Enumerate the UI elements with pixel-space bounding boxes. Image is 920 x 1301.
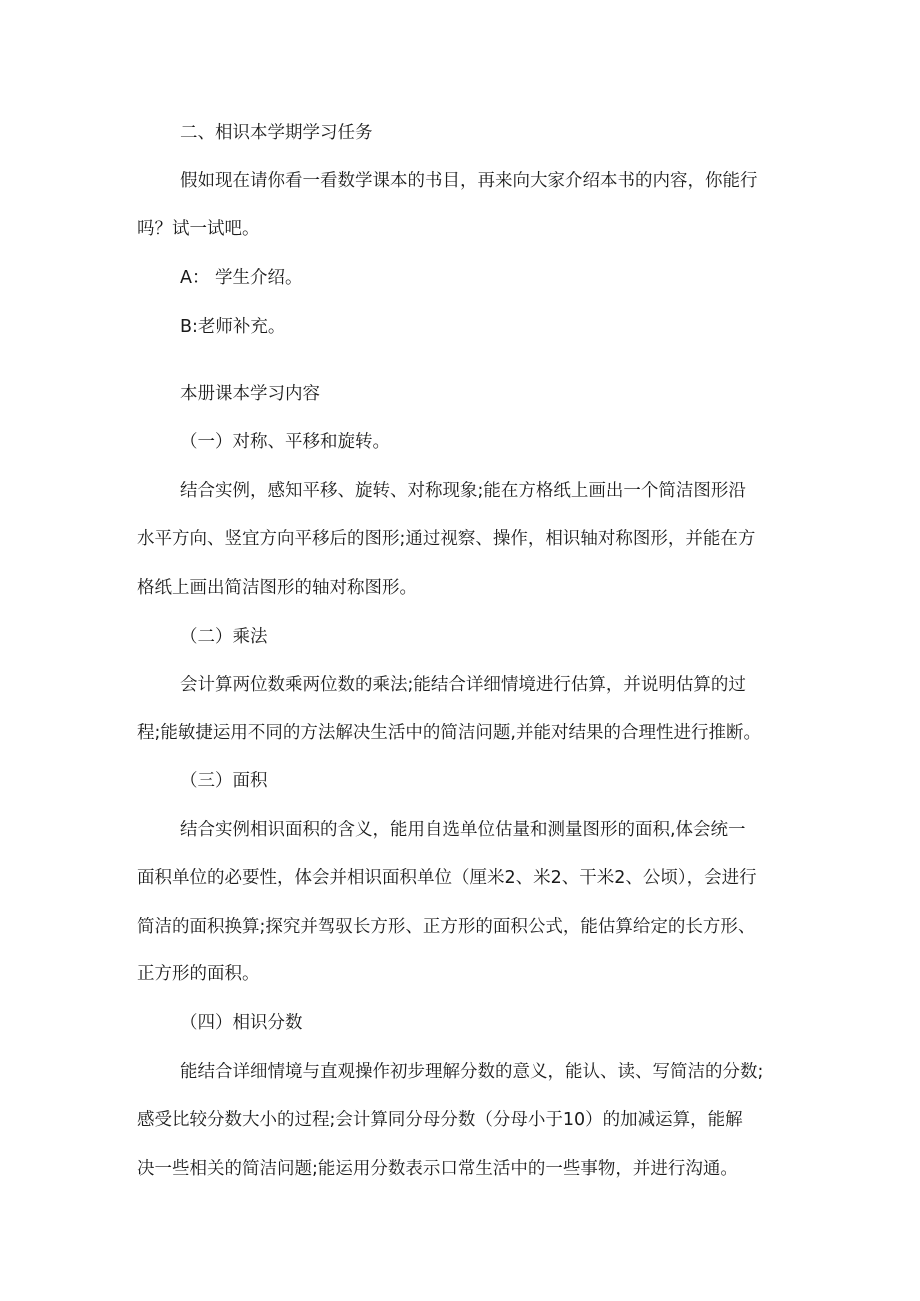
topic-4-line-1: 能结合详细情境与直观操作初步理解分数的意义，能认、读、写简洁的分数;	[180, 1062, 764, 1082]
topic-4-line-3: 决一些相关的简洁问题;能运用分数表示口常生活中的一些事物，并进行沟通。	[137, 1159, 738, 1179]
list-item-b: B:老师补充。	[180, 317, 286, 337]
list-item-a: A： 学生介绍。	[180, 268, 303, 288]
topic-2-line-2: 程;能敏捷运用不同的方法解决生活中的简洁问题,并能对结果的合理性进行推断。	[137, 723, 761, 743]
intro-paragraph-line-1: 假如现在请你看一看数学课本的书目，再来向大家介绍本书的内容，你能行	[180, 171, 758, 191]
topic-4-line-2: 感受比较分数大小的过程;会计算同分母分数（分母小于10）的加减运算，能解	[137, 1110, 743, 1130]
topic-2-title: （二）乘法	[180, 627, 268, 647]
topic-3-line-1: 结合实例相识面积的含义，能用自选单位估量和测量图形的面积,体会统一	[180, 820, 746, 840]
topic-3-line-4: 正方形的面积。	[137, 964, 260, 984]
topic-1-line-2: 水平方向、竖宜方向平移后的图形;通过视察、操作，相识轴对称图形，并能在方	[137, 529, 756, 549]
topic-1-line-1: 结合实例，感知平移、旋转、对称现象;能在方格纸上画出一个简洁图形沿	[180, 481, 746, 501]
topic-3-line-3: 简洁的面积换算;探究并驾驭长方形、正方形的面积公式，能估算给定的长方形、	[137, 917, 756, 937]
topic-1-line-3: 格纸上画出简洁图形的轴对称图形。	[137, 578, 417, 598]
topic-4-title: （四）相识分数	[180, 1013, 303, 1033]
intro-paragraph-line-2: 吗？试一试吧。	[137, 219, 260, 239]
section-heading: 二、相识本学期学习任务	[180, 123, 373, 143]
topic-3-title: （三）面积	[180, 771, 268, 791]
topic-3-line-2: 面积单位的必要性，体会并相识面积单位（厘米2、米2、干米2、公顷），会进行	[137, 868, 757, 888]
topic-2-line-1: 会计算两位数乘两位数的乘法;能结合详细情境进行估算，并说明估算的过	[180, 675, 746, 695]
content-heading: 本册课本学习内容	[180, 384, 320, 404]
topic-1-title: （一）对称、平移和旋转。	[180, 432, 390, 452]
